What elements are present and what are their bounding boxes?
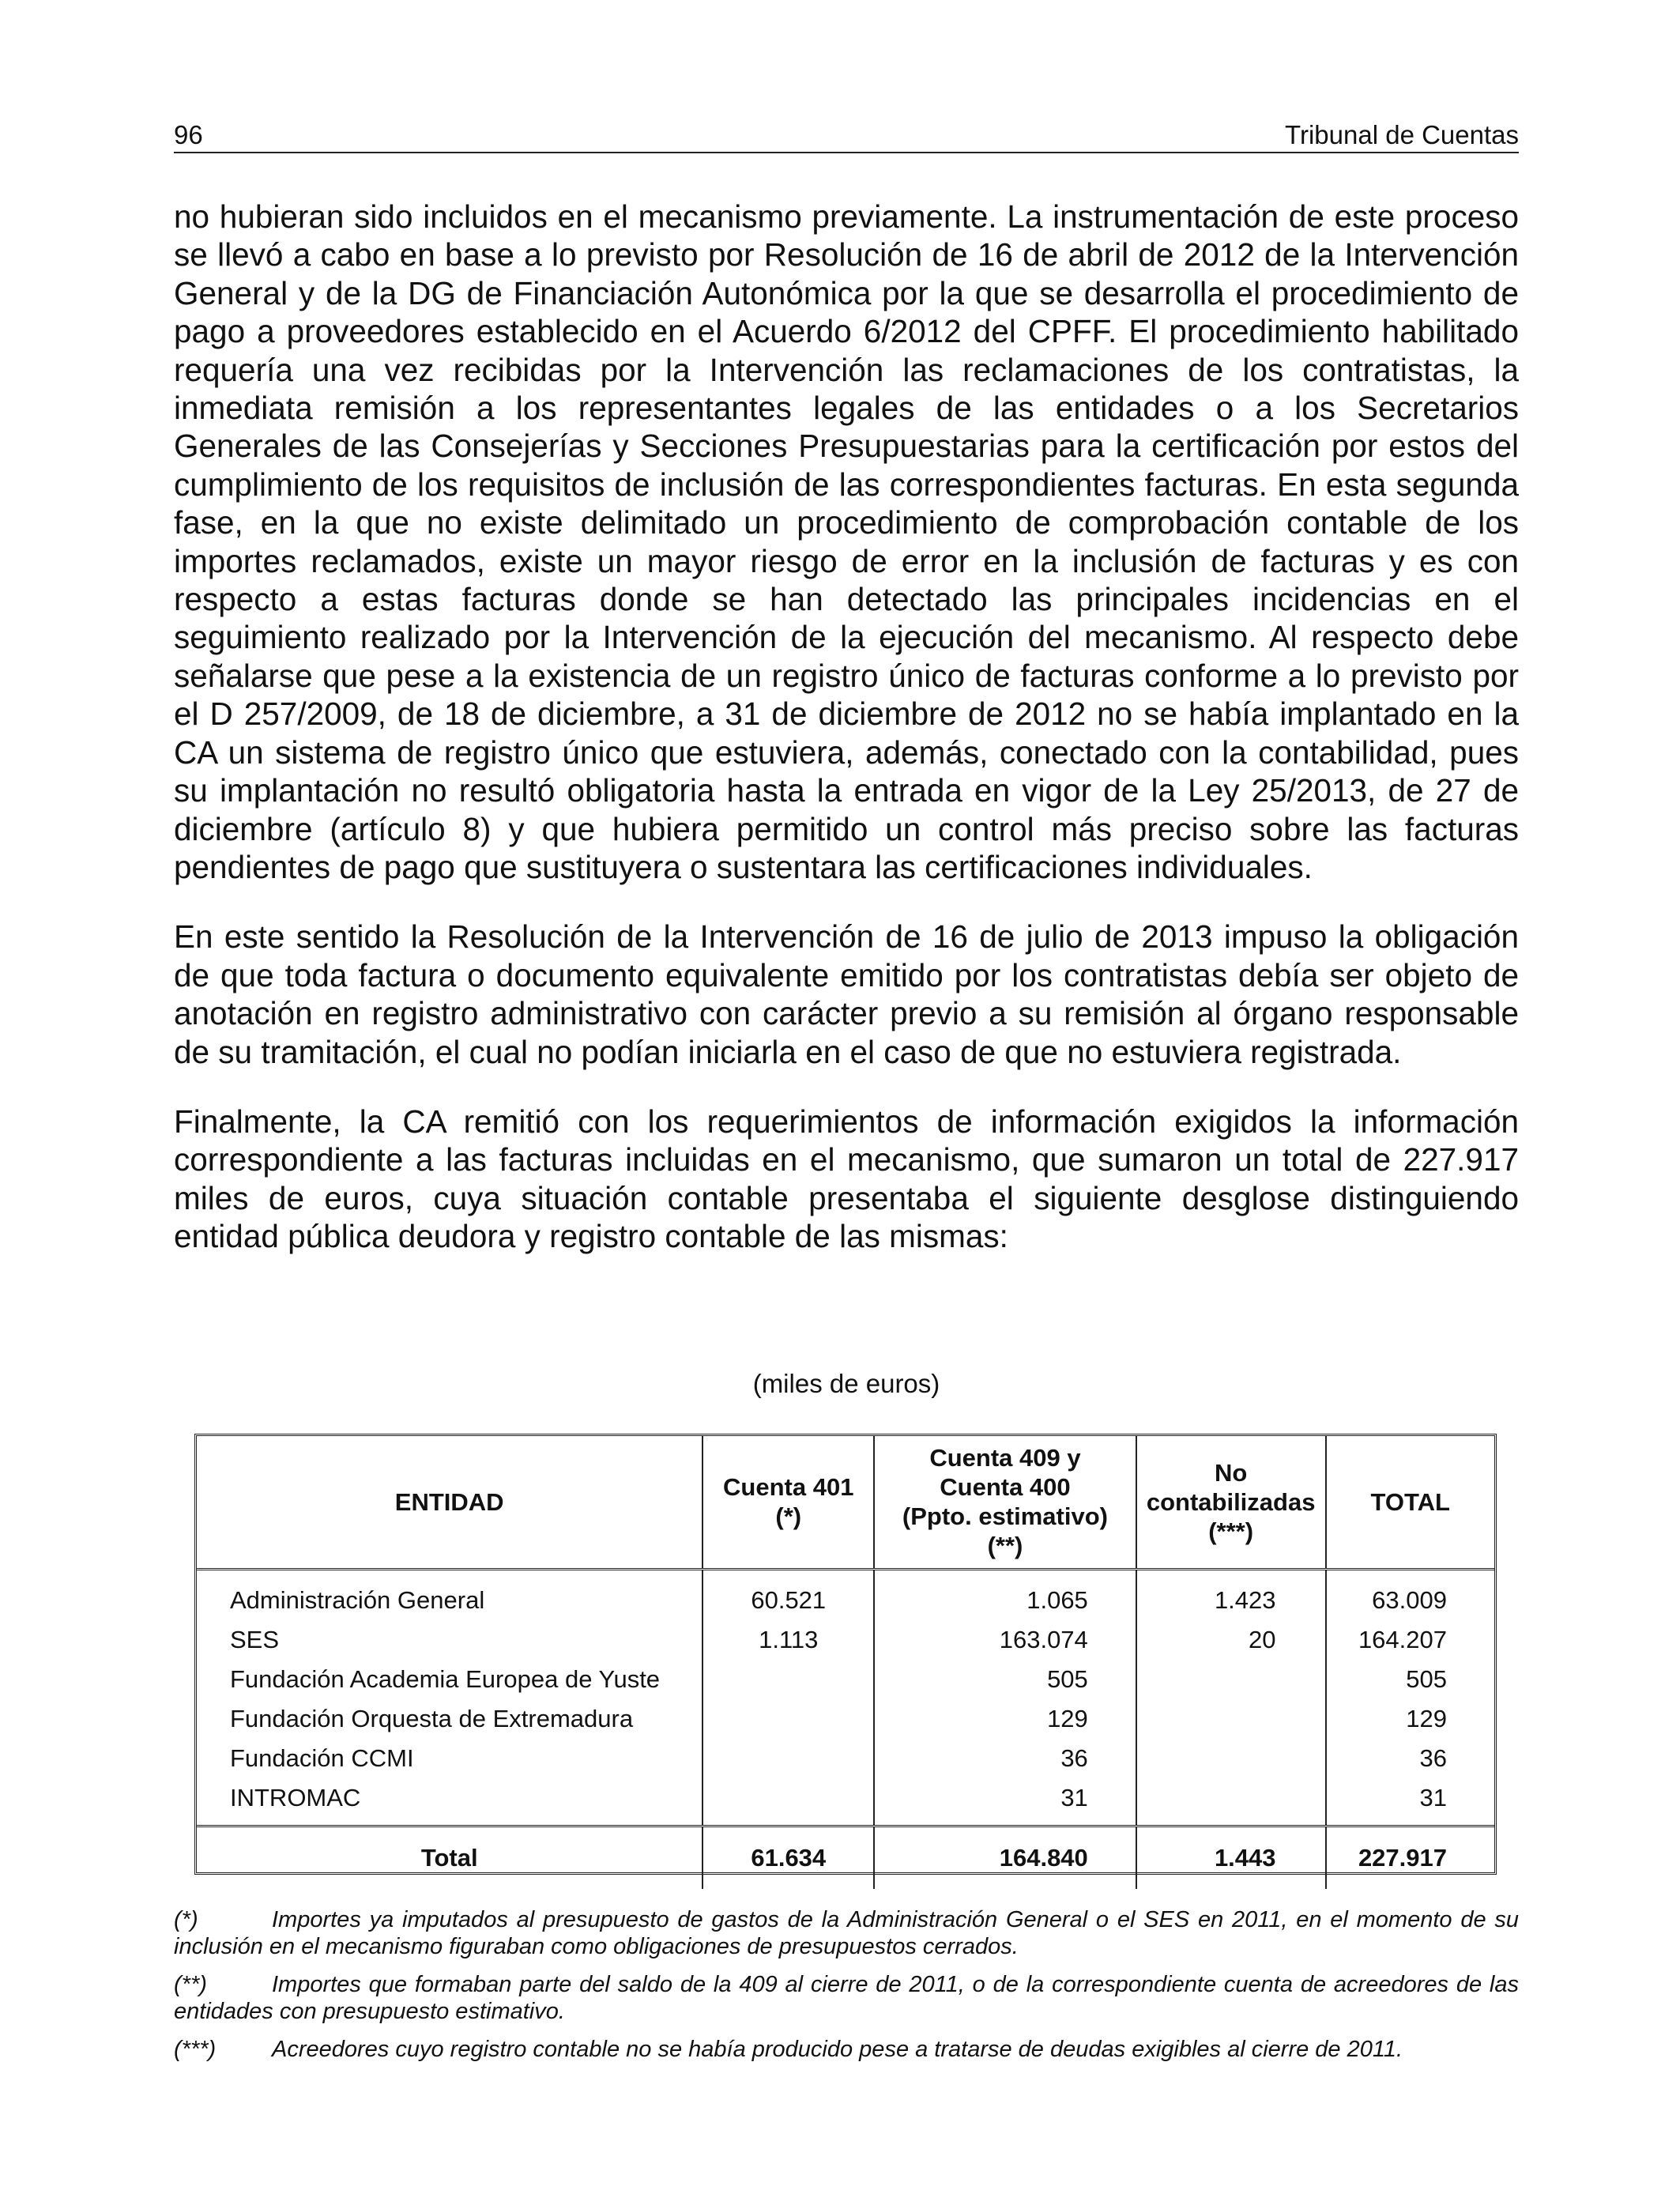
footnotes <box>174 1906 1519 2074</box>
body-text <box>174 198 1519 1256</box>
cell-cuenta-409: 129 <box>874 1699 1136 1739</box>
cell-entidad: SES <box>197 1620 703 1660</box>
cell-cuenta-401 <box>703 1739 874 1778</box>
cell-cuenta-401 <box>703 1778 874 1826</box>
header-cuenta-401: Cuenta 401 (*) <box>703 1436 874 1569</box>
cell-cuenta-409: 36 <box>874 1739 1136 1778</box>
cell-no-contabilizadas: 20 <box>1136 1620 1326 1660</box>
header-no-contabilizadas: No contabilizadas (***) <box>1136 1436 1326 1569</box>
header-entidad: ENTIDAD <box>197 1436 703 1569</box>
cell-no-contabilizadas <box>1136 1739 1326 1778</box>
cell-no-contabilizadas <box>1136 1660 1326 1699</box>
header-total: TOTAL <box>1326 1436 1494 1569</box>
footnote <box>174 1971 1519 2025</box>
cell-total-label: Total <box>197 1826 703 1889</box>
accounting-table <box>194 1434 1497 1875</box>
cell-total: 63.009 <box>1372 1585 1447 1614</box>
cell-cuenta-401 <box>703 1660 874 1699</box>
cell-cuenta-401 <box>703 1699 874 1739</box>
cell-total: 129 <box>1406 1704 1447 1732</box>
cell-no-contabilizadas <box>1136 1778 1326 1826</box>
table-row <box>197 1660 1494 1699</box>
table-row <box>197 1778 1494 1826</box>
table-units-caption: (miles de euros) <box>752 1369 940 1398</box>
paragraph: no hubieran sido incluidos en el mecanismo previamente. La instrumentación de este proceso se llevó a cabo en base a lo previsto por Resolución de 16 de abril de 2012 de la Intervención General y de la DG de Financiación Autonómica por la que se desarrolla el procedimiento de pago a proveedores establecido en el Acuerdo 6/2012 del CPFF. El procedimiento habilitado requería una vez recibidas por la Intervención las reclamaciones de los contratistas, la inmediata remisión a los representantes legales de las entidades o a los Secretarios Generales de las Consejerías y Secciones Presupuestarias para la certificación por estos del cumplimiento de los requisitos de inclusión de las correspondientes facturas. En esta segunda fase, en la que no existe delimitado un procedimiento de comprobación contable de los importes reclamados, existe un mayor riesgo de error en la inclusión de facturas y es con respecto a estas facturas donde se han detectado las principales incidencias en el seguimiento realizado por la Intervención de la ejecución del mecanismo. Al respecto debe señalarse que pese a la existencia de un registro único de facturas conforme a lo previsto por el D 257/2009, de 18 de diciembre, a 31 de diciembre de 2012 no se había implantado en la CA un sistema de registro único que estuviera, además, conectado con la contabilidad, pues su implantación no resultó obligatoria hasta la entrada en vigor de la Ley 25/2013, de 27 de diciembre (artículo 8) y que hubiera permitido un control más preciso sobre las facturas pendientes de pago que sustituyera o sustentara las certificaciones individuales. <box>174 198 1519 885</box>
page-header <box>174 117 1519 153</box>
footnote <box>174 2036 1519 2063</box>
header-cuenta-409-400: Cuenta 409 y Cuenta 400 (Ppto. estimativo) (**) <box>874 1436 1136 1569</box>
cell-cuenta-409: 1.065 <box>874 1569 1136 1620</box>
cell-total-no-contabilizadas: 1.443 <box>1136 1826 1326 1889</box>
cell-cuenta-409: 31 <box>874 1778 1136 1826</box>
cell-entidad: Fundación Academia Europea de Yuste <box>197 1660 703 1699</box>
table-row <box>197 1620 1494 1660</box>
cell-entidad: Fundación Orquesta de Extremadura <box>197 1699 703 1739</box>
cell-grand-total: 227.917 <box>1326 1826 1494 1889</box>
footnote <box>174 1906 1519 1960</box>
cell-total: 36 <box>1419 1744 1447 1772</box>
table-row <box>197 1699 1494 1739</box>
page-number: 96 <box>174 120 203 149</box>
paragraph: Finalmente, la CA remitió con los requerimientos de información exigidos la información correspondiente a las facturas incluidas en el mecanismo, que sumaron un total de 227.917 miles de euros, cuya situación contable presentaba el siguiente desglose distinguiendo entidad pública deudora y registro contable de las mismas: <box>174 1103 1519 1255</box>
footnote-text: Acreedores cuyo registro contable no se había producido pese a tratarse de deudas exigibles al cierre de 2011. <box>272 2037 1403 2062</box>
cell-cuenta-401: 60.521 <box>703 1569 874 1620</box>
footnote-mark: (**) <box>174 1972 207 1997</box>
cell-entidad: Fundación CCMI <box>197 1739 703 1778</box>
footnote-text: Importes que formaban parte del saldo de la 409 al cierre de 2011, o de la correspondiente cuenta de acreedores de las entidades con presupuesto estimativo. <box>174 1972 1519 2024</box>
footnote-text: Importes ya imputados al presupuesto de gastos de la Administración General o el SES en 2011, en el momento de su inclusión en el mecanismo figuraban como obligaciones de presupuestos cerrados. <box>174 1907 1519 1959</box>
cell-entidad: INTROMAC <box>197 1778 703 1826</box>
cell-cuenta-401: 1.113 <box>703 1620 874 1660</box>
footnote-mark: (*) <box>174 1907 198 1932</box>
footnote-mark: (***) <box>174 2037 217 2062</box>
cell-total-cuenta-409: 164.840 <box>874 1826 1136 1889</box>
table-row <box>197 1739 1494 1778</box>
cell-no-contabilizadas <box>1136 1699 1326 1739</box>
paragraph: En este sentido la Resolución de la Intervención de 16 de julio de 2013 impuso la obligación de que toda factura o documento equivalente emitido por los contratistas debía ser objeto de anotación en registro administrativo con carácter previo a su remisión al órgano responsable de su tramitación, el cual no podían iniciarla en el caso de que no estuviera registrada. <box>174 918 1519 1070</box>
cell-entidad: Administración General <box>197 1569 703 1620</box>
cell-cuenta-409: 163.074 <box>874 1620 1136 1660</box>
table-header-row <box>197 1436 1494 1569</box>
table-row <box>197 1569 1494 1620</box>
cell-total: 31 <box>1419 1783 1447 1811</box>
cell-total: 164.207 <box>1358 1625 1447 1653</box>
cell-cuenta-409: 505 <box>874 1660 1136 1699</box>
cell-total: 505 <box>1406 1664 1447 1693</box>
running-title: Tribunal de Cuentas <box>1285 120 1519 149</box>
cell-no-contabilizadas: 1.423 <box>1136 1569 1326 1620</box>
cell-total-cuenta-401: 61.634 <box>703 1826 874 1889</box>
table-total-row <box>197 1826 1494 1889</box>
